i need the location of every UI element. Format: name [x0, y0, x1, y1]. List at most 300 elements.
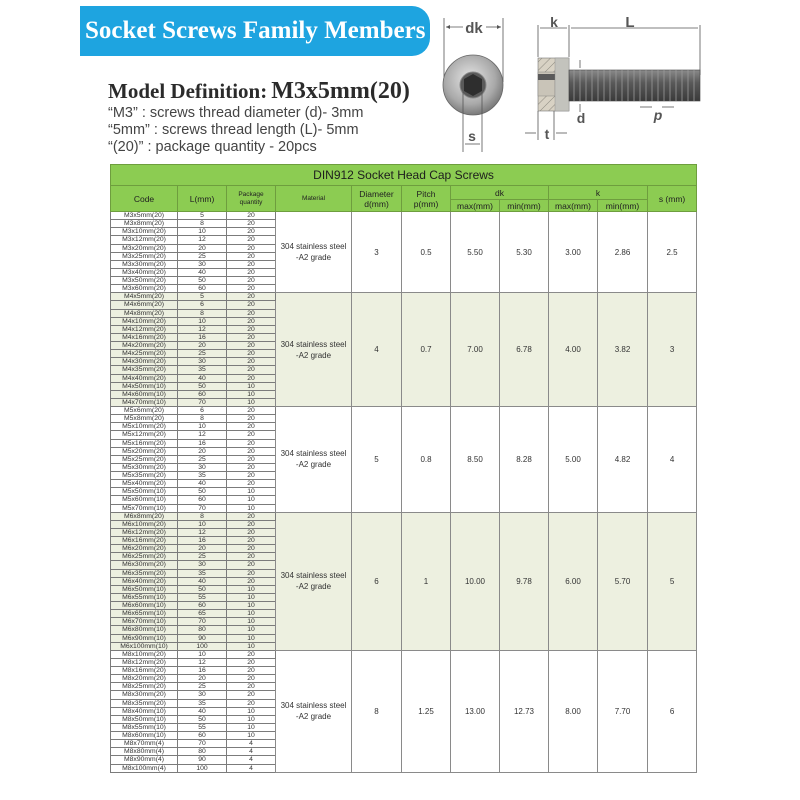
code-cell: M6x55mm(10) — [111, 593, 178, 601]
code-cell: M6x20mm(20) — [111, 545, 178, 553]
dk-min-cell: 5.30 — [500, 212, 549, 293]
quantity-cell: 10 — [227, 642, 276, 650]
quantity-cell: 20 — [227, 293, 276, 301]
k-max-cell: 3.00 — [549, 212, 598, 293]
code-cell: M5x70mm(10) — [111, 504, 178, 512]
material-cell — [276, 512, 352, 650]
dk-max-cell: 10.00 — [451, 512, 500, 650]
code-cell: M5x20mm(20) — [111, 447, 178, 455]
length-cell: 90 — [178, 634, 227, 642]
s-cell: 5 — [648, 512, 697, 650]
quantity-cell: 20 — [227, 480, 276, 488]
code-cell: M3x5mm(20) — [111, 212, 178, 220]
length-cell: 20 — [178, 244, 227, 252]
code-cell: M5x8mm(20) — [111, 415, 178, 423]
header-k-max: max(mm) — [549, 200, 598, 212]
quantity-cell: 20 — [227, 553, 276, 561]
length-cell: 8 — [178, 512, 227, 520]
length-cell: 55 — [178, 593, 227, 601]
length-cell: 40 — [178, 268, 227, 276]
length-cell: 8 — [178, 415, 227, 423]
code-cell: M8x100mm(4) — [111, 764, 178, 772]
quantity-cell: 20 — [227, 455, 276, 463]
length-cell: 30 — [178, 561, 227, 569]
code-cell: M4x70mm(10) — [111, 398, 178, 406]
header-package-line1: Package — [238, 190, 264, 198]
code-cell: M4x10mm(20) — [111, 317, 178, 325]
code-cell: M6x16mm(20) — [111, 537, 178, 545]
dk-min-cell: 6.78 — [500, 293, 549, 407]
code-cell: M8x10mm(20) — [111, 650, 178, 658]
material-cell — [276, 293, 352, 407]
header-pitch-line1: Pitch — [416, 188, 436, 199]
k-min-cell: 3.82 — [598, 293, 648, 407]
length-cell: 30 — [178, 260, 227, 268]
code-cell: M8x50mm(10) — [111, 715, 178, 723]
quantity-cell: 10 — [227, 732, 276, 740]
header-package-line2: quantity — [239, 198, 263, 206]
quantity-cell: 10 — [227, 634, 276, 642]
k-max-cell: 8.00 — [549, 650, 598, 772]
length-cell: 12 — [178, 325, 227, 333]
header-k: k — [549, 186, 648, 200]
length-cell: 60 — [178, 732, 227, 740]
header-pitch-line2: p(mm) — [413, 198, 439, 209]
quantity-cell: 10 — [227, 618, 276, 626]
quantity-cell: 20 — [227, 309, 276, 317]
quantity-cell: 20 — [227, 528, 276, 536]
header-package-quantity — [227, 186, 276, 212]
code-cell: M4x5mm(20) — [111, 293, 178, 301]
length-cell: 90 — [178, 756, 227, 764]
table-row — [111, 212, 697, 220]
s-cell: 2.5 — [648, 212, 697, 293]
header-diameter-line1: Diameter — [359, 188, 394, 199]
dk-max-cell: 13.00 — [451, 650, 500, 772]
quantity-cell: 20 — [227, 415, 276, 423]
length-cell: 70 — [178, 504, 227, 512]
quantity-cell: 10 — [227, 610, 276, 618]
code-cell: M3x10mm(20) — [111, 228, 178, 236]
length-cell: 10 — [178, 423, 227, 431]
quantity-cell: 20 — [227, 537, 276, 545]
diameter-cell: 4 — [352, 293, 402, 407]
length-cell: 10 — [178, 317, 227, 325]
model-title — [108, 78, 410, 105]
code-cell: M3x30mm(20) — [111, 260, 178, 268]
header-length: L(mm) — [178, 186, 227, 212]
length-cell: 20 — [178, 447, 227, 455]
length-cell: 70 — [178, 398, 227, 406]
length-cell: 30 — [178, 691, 227, 699]
code-cell: M8x16mm(20) — [111, 667, 178, 675]
pitch-cell: 1 — [402, 512, 451, 650]
quantity-cell: 20 — [227, 658, 276, 666]
header-s: s (mm) — [648, 186, 697, 212]
quantity-cell: 10 — [227, 382, 276, 390]
code-cell: M6x80mm(10) — [111, 626, 178, 634]
quantity-cell: 20 — [227, 244, 276, 252]
model-label: Model Definition: — [108, 79, 268, 103]
length-cell: 35 — [178, 366, 227, 374]
length-cell: 70 — [178, 618, 227, 626]
diameter-cell: 3 — [352, 212, 402, 293]
screw-diagram — [430, 0, 800, 160]
dk-min-cell: 9.78 — [500, 512, 549, 650]
length-cell: 30 — [178, 463, 227, 471]
quantity-cell: 10 — [227, 585, 276, 593]
material-cell — [276, 650, 352, 772]
length-cell: 25 — [178, 683, 227, 691]
header-dk-max: max(mm) — [451, 200, 500, 212]
quantity-cell: 20 — [227, 342, 276, 350]
quantity-cell: 20 — [227, 463, 276, 471]
length-cell: 40 — [178, 577, 227, 585]
quantity-cell: 20 — [227, 228, 276, 236]
code-cell: M6x70mm(10) — [111, 618, 178, 626]
code-cell: M4x30mm(20) — [111, 358, 178, 366]
quantity-cell: 10 — [227, 602, 276, 610]
quantity-cell: 10 — [227, 626, 276, 634]
quantity-cell: 20 — [227, 236, 276, 244]
length-cell: 8 — [178, 220, 227, 228]
material-line2: -A2 grade — [295, 712, 332, 722]
code-cell: M8x20mm(20) — [111, 675, 178, 683]
quantity-cell: 20 — [227, 699, 276, 707]
quantity-cell: 20 — [227, 667, 276, 675]
k-max-cell: 5.00 — [549, 407, 598, 513]
code-cell: M5x40mm(20) — [111, 480, 178, 488]
code-cell: M6x90mm(10) — [111, 634, 178, 642]
code-cell: M6x25mm(20) — [111, 553, 178, 561]
banner-title: Socket Screws Family Members — [85, 17, 426, 44]
quantity-cell: 20 — [227, 675, 276, 683]
code-cell: M5x35mm(20) — [111, 472, 178, 480]
quantity-cell: 20 — [227, 431, 276, 439]
quantity-cell: 10 — [227, 504, 276, 512]
header-diameter-line2: d(mm) — [364, 198, 389, 209]
code-cell: M8x40mm(10) — [111, 707, 178, 715]
code-cell: M6x12mm(20) — [111, 528, 178, 536]
length-cell: 12 — [178, 431, 227, 439]
svg-text:dk: dk — [465, 20, 483, 37]
quantity-cell: 20 — [227, 268, 276, 276]
code-cell: M8x60mm(10) — [111, 732, 178, 740]
code-cell: M4x25mm(20) — [111, 350, 178, 358]
s-cell: 4 — [648, 407, 697, 513]
s-cell: 6 — [648, 650, 697, 772]
svg-text:L: L — [625, 14, 635, 31]
pitch-cell: 1.25 — [402, 650, 451, 772]
code-cell: M3x25mm(20) — [111, 252, 178, 260]
k-max-cell: 6.00 — [549, 512, 598, 650]
code-cell: M5x30mm(20) — [111, 463, 178, 471]
svg-text:t: t — [544, 126, 550, 142]
length-cell: 40 — [178, 707, 227, 715]
k-min-cell: 7.70 — [598, 650, 648, 772]
length-cell: 50 — [178, 277, 227, 285]
code-cell: M8x55mm(10) — [111, 723, 178, 731]
code-cell: M6x8mm(20) — [111, 512, 178, 520]
length-cell: 60 — [178, 285, 227, 293]
dk-min-cell: 8.28 — [500, 407, 549, 513]
svg-text:d: d — [576, 110, 586, 126]
code-cell: M4x50mm(10) — [111, 382, 178, 390]
quantity-cell: 20 — [227, 439, 276, 447]
code-cell: M6x40mm(20) — [111, 577, 178, 585]
model-definition — [108, 78, 410, 156]
length-cell: 50 — [178, 382, 227, 390]
quantity-cell: 20 — [227, 212, 276, 220]
length-cell: 50 — [178, 715, 227, 723]
code-cell: M4x60mm(10) — [111, 390, 178, 398]
header-diameter — [352, 186, 402, 212]
pitch-cell: 0.8 — [402, 407, 451, 513]
svg-text:s: s — [468, 128, 476, 144]
length-cell: 16 — [178, 537, 227, 545]
quantity-cell: 20 — [227, 407, 276, 415]
code-cell: M8x90mm(4) — [111, 756, 178, 764]
code-cell: M5x12mm(20) — [111, 431, 178, 439]
code-cell: M6x10mm(20) — [111, 520, 178, 528]
quantity-cell: 20 — [227, 512, 276, 520]
length-cell: 40 — [178, 374, 227, 382]
model-line-quantity: “(20)” : package quantity - 20pcs — [108, 139, 317, 155]
code-cell: M5x60mm(10) — [111, 496, 178, 504]
code-cell: M6x100mm(10) — [111, 642, 178, 650]
length-cell: 40 — [178, 480, 227, 488]
code-cell: M4x12mm(20) — [111, 325, 178, 333]
length-cell: 50 — [178, 488, 227, 496]
length-cell: 55 — [178, 723, 227, 731]
code-cell: M8x35mm(20) — [111, 699, 178, 707]
quantity-cell: 20 — [227, 520, 276, 528]
header-material: Material — [276, 186, 352, 212]
material-line2: -A2 grade — [295, 253, 332, 263]
code-cell: M4x16mm(20) — [111, 333, 178, 341]
quantity-cell: 20 — [227, 683, 276, 691]
quantity-cell: 20 — [227, 350, 276, 358]
table-row — [111, 512, 697, 520]
material-line2: -A2 grade — [295, 460, 332, 470]
code-cell: M4x20mm(20) — [111, 342, 178, 350]
length-cell: 80 — [178, 626, 227, 634]
quantity-cell: 10 — [227, 593, 276, 601]
quantity-cell: 20 — [227, 333, 276, 341]
code-cell: M6x60mm(10) — [111, 602, 178, 610]
spec-table — [110, 164, 697, 773]
length-cell: 20 — [178, 675, 227, 683]
header-dk-min: min(mm) — [500, 200, 549, 212]
quantity-cell: 20 — [227, 561, 276, 569]
length-cell: 12 — [178, 658, 227, 666]
material-line1: 304 stainless steel — [280, 571, 347, 581]
quantity-cell: 20 — [227, 317, 276, 325]
length-cell: 10 — [178, 520, 227, 528]
quantity-cell: 20 — [227, 220, 276, 228]
quantity-cell: 20 — [227, 366, 276, 374]
length-cell: 6 — [178, 301, 227, 309]
table-row — [111, 407, 697, 415]
svg-text:p: p — [653, 107, 663, 123]
diameter-cell: 6 — [352, 512, 402, 650]
material-line2: -A2 grade — [295, 582, 332, 592]
length-cell: 60 — [178, 390, 227, 398]
material-cell — [276, 407, 352, 513]
length-cell: 16 — [178, 667, 227, 675]
s-cell: 3 — [648, 293, 697, 407]
length-cell: 35 — [178, 569, 227, 577]
quantity-cell: 20 — [227, 252, 276, 260]
spec-table-body — [111, 212, 697, 773]
length-cell: 60 — [178, 602, 227, 610]
quantity-cell: 10 — [227, 707, 276, 715]
code-cell: M5x10mm(20) — [111, 423, 178, 431]
model-value: M3x5mm(20) — [271, 78, 410, 104]
material-line1: 304 stainless steel — [280, 339, 347, 349]
length-cell: 30 — [178, 358, 227, 366]
length-cell: 6 — [178, 407, 227, 415]
quantity-cell: 10 — [227, 723, 276, 731]
material-line2: -A2 grade — [295, 350, 332, 360]
length-cell: 25 — [178, 350, 227, 358]
length-cell: 20 — [178, 342, 227, 350]
k-max-cell: 4.00 — [549, 293, 598, 407]
material-line1: 304 stainless steel — [280, 242, 347, 252]
header-k-min: min(mm) — [598, 200, 648, 212]
code-cell: M8x70mm(4) — [111, 740, 178, 748]
quantity-cell: 20 — [227, 577, 276, 585]
table-row — [111, 650, 697, 658]
length-cell: 8 — [178, 309, 227, 317]
quantity-cell: 4 — [227, 764, 276, 772]
material-line1: 304 stainless steel — [280, 701, 347, 711]
quantity-cell: 20 — [227, 472, 276, 480]
quantity-cell: 4 — [227, 740, 276, 748]
code-cell: M3x20mm(20) — [111, 244, 178, 252]
quantity-cell: 20 — [227, 277, 276, 285]
quantity-cell: 20 — [227, 545, 276, 553]
quantity-cell: 20 — [227, 301, 276, 309]
quantity-cell: 4 — [227, 756, 276, 764]
quantity-cell: 20 — [227, 447, 276, 455]
quantity-cell: 20 — [227, 358, 276, 366]
length-cell: 16 — [178, 333, 227, 341]
pitch-cell: 0.5 — [402, 212, 451, 293]
length-cell: 20 — [178, 545, 227, 553]
dk-min-cell: 12.73 — [500, 650, 549, 772]
k-min-cell: 4.82 — [598, 407, 648, 513]
length-cell: 16 — [178, 439, 227, 447]
quantity-cell: 20 — [227, 285, 276, 293]
length-cell: 60 — [178, 496, 227, 504]
dk-max-cell: 7.00 — [451, 293, 500, 407]
code-cell: M4x6mm(20) — [111, 301, 178, 309]
code-cell: M5x16mm(20) — [111, 439, 178, 447]
table-title: DIN912 Socket Head Cap Screws — [111, 165, 697, 186]
header-pitch — [402, 186, 451, 212]
length-cell: 10 — [178, 228, 227, 236]
quantity-cell: 20 — [227, 374, 276, 382]
length-cell: 65 — [178, 610, 227, 618]
code-cell: M8x12mm(20) — [111, 658, 178, 666]
length-cell: 100 — [178, 764, 227, 772]
code-cell: M4x8mm(20) — [111, 309, 178, 317]
length-cell: 5 — [178, 212, 227, 220]
quantity-cell: 10 — [227, 390, 276, 398]
code-cell: M3x60mm(20) — [111, 285, 178, 293]
screw-dimension-icon — [430, 0, 800, 160]
quantity-cell: 10 — [227, 496, 276, 504]
length-cell: 35 — [178, 699, 227, 707]
code-cell: M8x30mm(20) — [111, 691, 178, 699]
length-cell: 10 — [178, 650, 227, 658]
page-banner — [80, 6, 430, 56]
length-cell: 5 — [178, 293, 227, 301]
table-row — [111, 293, 697, 301]
pitch-cell: 0.7 — [402, 293, 451, 407]
quantity-cell: 20 — [227, 325, 276, 333]
quantity-cell: 20 — [227, 260, 276, 268]
code-cell: M6x65mm(10) — [111, 610, 178, 618]
code-cell: M6x35mm(20) — [111, 569, 178, 577]
length-cell: 80 — [178, 748, 227, 756]
length-cell: 25 — [178, 252, 227, 260]
code-cell: M8x80mm(4) — [111, 748, 178, 756]
length-cell: 25 — [178, 553, 227, 561]
code-cell: M3x8mm(20) — [111, 220, 178, 228]
quantity-cell: 20 — [227, 423, 276, 431]
code-cell: M4x35mm(20) — [111, 366, 178, 374]
k-min-cell: 2.86 — [598, 212, 648, 293]
length-cell: 100 — [178, 642, 227, 650]
quantity-cell: 10 — [227, 715, 276, 723]
model-line-length: “5mm” : screws thread length (L)- 5mm — [108, 122, 359, 138]
header-dk: dk — [451, 186, 549, 200]
quantity-cell: 4 — [227, 748, 276, 756]
length-cell: 35 — [178, 472, 227, 480]
code-cell: M6x30mm(20) — [111, 561, 178, 569]
diameter-cell: 8 — [352, 650, 402, 772]
code-cell: M5x50mm(10) — [111, 488, 178, 496]
dk-max-cell: 8.50 — [451, 407, 500, 513]
code-cell: M6x50mm(10) — [111, 585, 178, 593]
material-cell — [276, 212, 352, 293]
code-cell: M8x25mm(20) — [111, 683, 178, 691]
code-cell: M4x40mm(20) — [111, 374, 178, 382]
length-cell: 12 — [178, 528, 227, 536]
code-cell: M3x40mm(20) — [111, 268, 178, 276]
k-min-cell: 5.70 — [598, 512, 648, 650]
code-cell: M3x50mm(20) — [111, 277, 178, 285]
length-cell: 70 — [178, 740, 227, 748]
code-cell: M5x6mm(20) — [111, 407, 178, 415]
model-line-diameter: “M3” : screws thread diameter (d)- 3mm — [108, 105, 364, 121]
length-cell: 50 — [178, 585, 227, 593]
quantity-cell: 20 — [227, 569, 276, 577]
diameter-cell: 5 — [352, 407, 402, 513]
header-code: Code — [111, 186, 178, 212]
code-cell: M3x12mm(20) — [111, 236, 178, 244]
quantity-cell: 20 — [227, 650, 276, 658]
dk-max-cell: 5.50 — [451, 212, 500, 293]
length-cell: 12 — [178, 236, 227, 244]
code-cell: M5x25mm(20) — [111, 455, 178, 463]
svg-text:k: k — [550, 14, 558, 30]
material-line1: 304 stainless steel — [280, 449, 347, 459]
length-cell: 25 — [178, 455, 227, 463]
quantity-cell: 10 — [227, 488, 276, 496]
